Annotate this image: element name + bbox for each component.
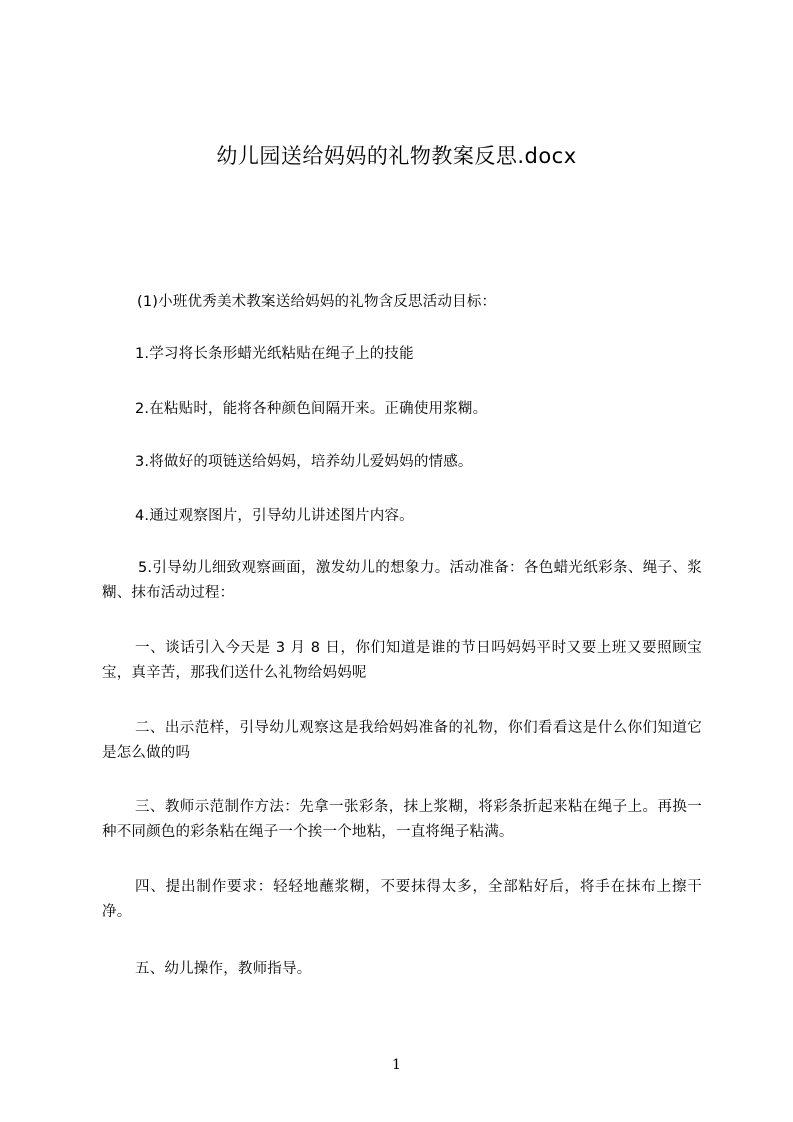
paragraph-step-2: 二、出示范样，引导幼儿观察这是我给妈妈准备的礼物，你们看看这是什么你们知道它是怎么做的吗	[102, 720, 702, 761]
paragraph-goal-2: 2.在粘贴时，能将各种颜色间隔开来。正确使用浆糊。	[135, 401, 488, 417]
paragraph-goal-3: 3.将做好的项链送给妈妈，培养幼儿爱妈妈的情感。	[135, 454, 473, 470]
paragraph-step-3: 三、教师示范制作方法：先拿一张彩条，抹上浆糊，将彩条折起来粘在绳子上。再换一种不同颜色的彩条粘在绳子一个挨一个地粘，一直将绳子粘满。	[102, 799, 702, 840]
paragraph-step-1: 一、谈话引入今天是 3 月 8 日，你们知道是谁的节日吗妈妈平时又要上班又要照顾宝宝，真辛苦，那我们送什么礼物给妈妈呢	[102, 640, 702, 681]
paragraph-step-4: 四、提出制作要求：轻轻地蘸浆糊，不要抹得太多，全部粘好后，将手在抹布上擦干净。	[102, 879, 702, 920]
paragraph-step-5: 五、幼儿操作，教师指导。	[135, 961, 312, 977]
paragraph-goal-5-preparation: 5.引导幼儿细致观察画面，激发幼儿的想象力。活动准备：各色蜡光纸彩条、绳子、浆糊、抹布活动过程：	[102, 560, 702, 601]
page-number: 1	[392, 1057, 401, 1073]
paragraph-goal-4: 4.通过观察图片，引导幼儿讲述图片内容。	[135, 508, 414, 524]
paragraph-goal-1: 1.学习将长条形蜡光纸粘贴在绳子上的技能	[135, 346, 414, 362]
paragraph-activity-goal-intro: (1)小班优秀美术教案送给妈妈的礼物含反思活动目标：	[137, 294, 497, 310]
document-title: 幼儿园送给妈妈的礼物教案反思.docx	[216, 144, 577, 168]
